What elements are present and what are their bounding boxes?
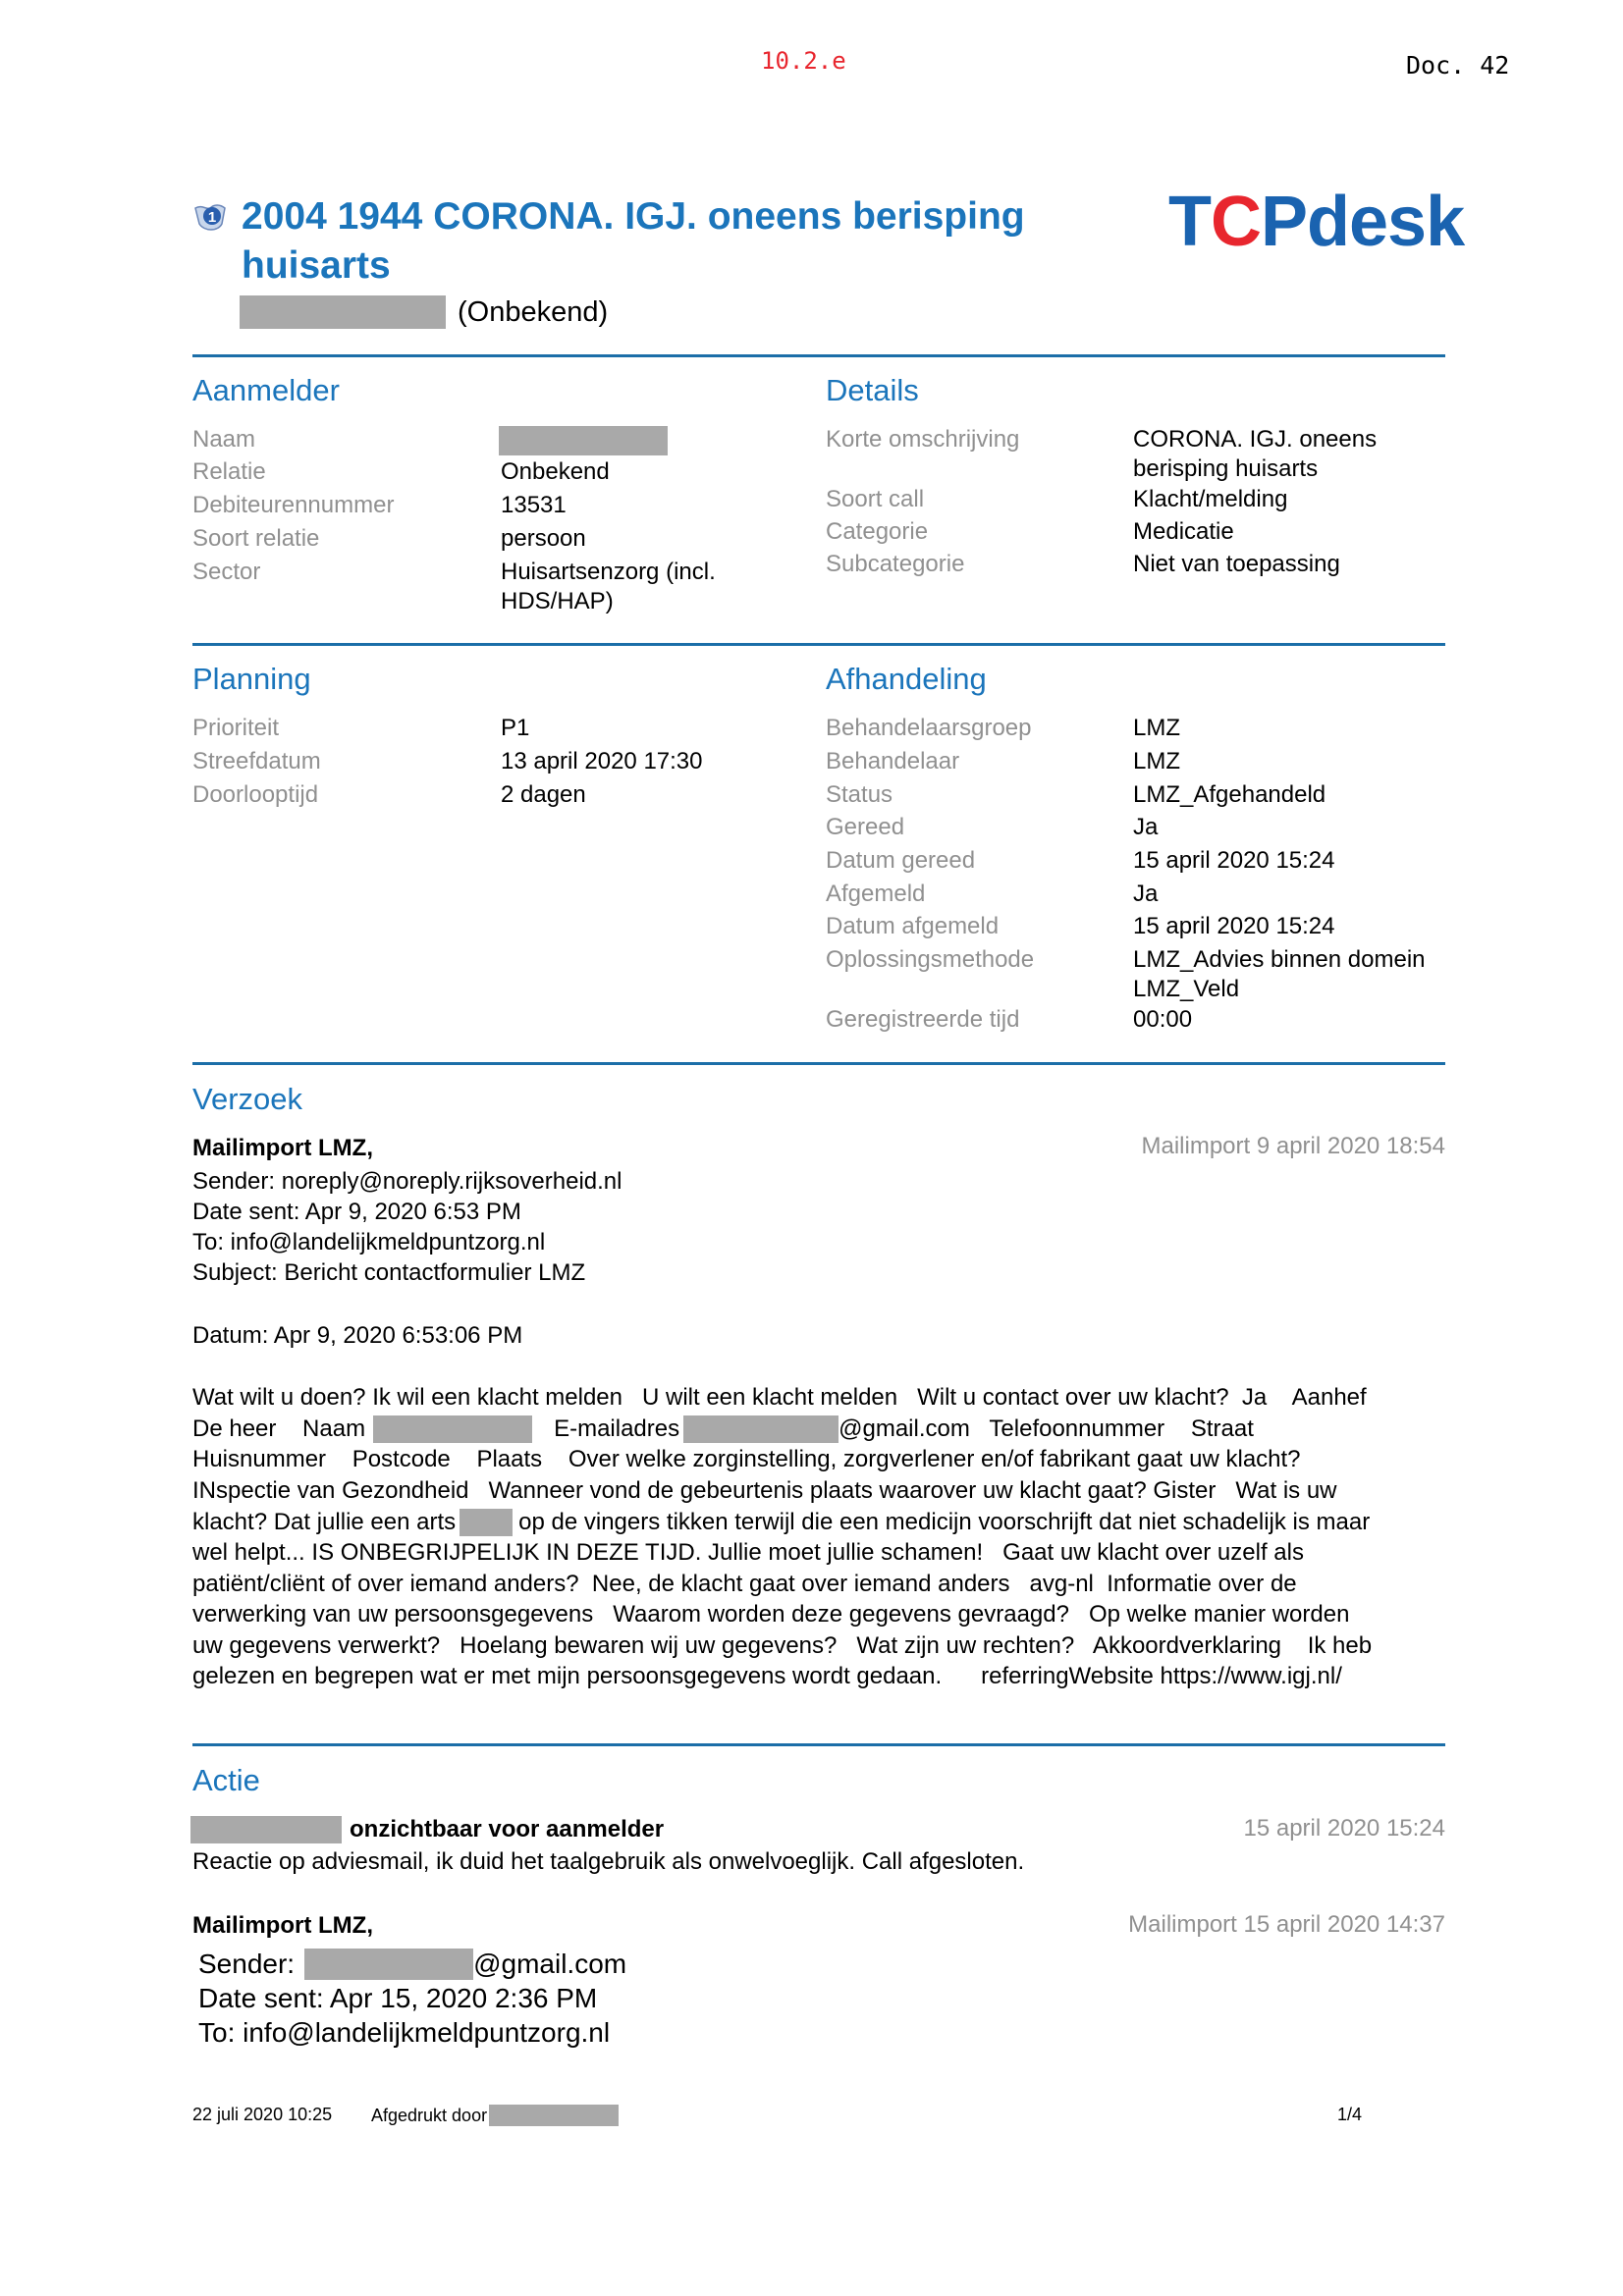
footer-page-number: 1/4: [1337, 2105, 1363, 2124]
verzoek-body-line: gelezen en begrepen wat er met mijn persoonsgegevens wordt gedaan. referringWebsite https://www.igj.nl/: [192, 1663, 1342, 1689]
section-heading-details: Details: [826, 373, 919, 407]
value-korte-omschrijving-cont: berisping huisarts: [1133, 455, 1319, 482]
footer-printed-at: 22 juli 2020 10:25: [192, 2105, 333, 2124]
value-status: LMZ_Afgehandeld: [1133, 781, 1326, 808]
label-prioriteit: Prioriteit: [192, 715, 280, 741]
value-prioriteit: P1: [501, 715, 530, 741]
section-divider: [192, 1062, 1445, 1065]
value-doorlooptijd: 2 dagen: [501, 781, 586, 808]
section-heading-verzoek: Verzoek: [192, 1082, 303, 1116]
value-soort-relatie: persoon: [501, 525, 586, 552]
label-doorlooptijd: Doorlooptijd: [192, 781, 319, 808]
verzoek-mail-header-subject: Subject: Bericht contactformulier LMZ: [192, 1259, 586, 1286]
label-relatie: Relatie: [192, 458, 266, 485]
section-heading-actie: Actie: [192, 1763, 260, 1797]
verzoek-body-line: uw gegevens verwerkt? Hoelang bewaren wij uw gegevens? Wat zijn uw rechten? Akkoordverklaring Ik heb: [192, 1632, 1373, 1659]
value-relatie: Onbekend: [501, 458, 610, 485]
section-heading-aanmelder: Aanmelder: [192, 373, 340, 407]
verzoek-datum: Datum: Apr 9, 2020 6:53:06 PM: [192, 1322, 523, 1349]
label-naam: Naam: [192, 426, 256, 453]
topdesk-logo: TCPdesk: [1168, 183, 1465, 261]
document-number: Doc. 42: [1406, 51, 1510, 80]
verzoek-body-line: INspectie van Gezondheid Wanneer vond de gebeurtenis plaats waarover uw klacht gaat? Gister Wat is uw: [192, 1477, 1337, 1504]
label-korte-omschrijving: Korte omschrijving: [826, 426, 1020, 453]
value-soort-call: Klacht/melding: [1133, 486, 1288, 512]
label-subcategorie: Subcategorie: [826, 551, 965, 577]
verzoek-mail-header-sender: Sender: noreply@noreply.rijksoverheid.nl: [192, 1168, 622, 1195]
label-sector: Sector: [192, 559, 261, 585]
label-datum-afgemeld: Datum afgemeld: [826, 913, 1000, 939]
value-geregistreerde-tijd: 00:00: [1133, 1006, 1193, 1033]
verzoek-body-line: verwerking van uw persoonsgegevens Waarom worden deze gegevens gevraagd? Op welke manier worden: [192, 1601, 1350, 1628]
call-type-icon: [192, 202, 228, 236]
label-status: Status: [826, 781, 893, 808]
redacted-operator-name: [190, 1816, 342, 1843]
actie-mail-to: To: info@landelijkmeldpuntzorg.nl: [198, 2017, 611, 2048]
verzoek-mail-header-to: To: info@landelijkmeldpuntzorg.nl: [192, 1229, 546, 1255]
label-soort-relatie: Soort relatie: [192, 525, 320, 552]
value-korte-omschrijving: CORONA. IGJ. oneens: [1133, 426, 1378, 453]
value-datum-gereed: 15 april 2020 15:24: [1133, 847, 1335, 874]
value-oplossingsmethode-cont: LMZ_Veld: [1133, 976, 1240, 1002]
actie-mail-sender: Sender: @gmail.com: [198, 1949, 627, 1979]
value-gereed: Ja: [1133, 814, 1159, 840]
value-behandelaar: LMZ: [1133, 748, 1180, 774]
section-divider: [192, 643, 1445, 646]
redacted-naam: [499, 426, 668, 455]
value-categorie: Medicatie: [1133, 518, 1234, 545]
label-gereed: Gereed: [826, 814, 905, 840]
label-soort-call: Soort call: [826, 486, 925, 512]
label-streefdatum: Streefdatum: [192, 748, 321, 774]
value-debiteurennummer: 13531: [501, 492, 567, 518]
label-behandelaar: Behandelaar: [826, 748, 960, 774]
reporter-subtitle: [240, 294, 608, 330]
verzoek-timestamp: Mailimport 9 april 2020 18:54: [1141, 1133, 1445, 1159]
verzoek-author: Mailimport LMZ,: [192, 1135, 373, 1161]
value-sector: Huisartsenzorg (incl.: [501, 559, 716, 585]
label-oplossingsmethode: Oplossingsmethode: [826, 946, 1035, 973]
redacted-printer-name: [489, 2105, 619, 2126]
label-debiteurennummer: Debiteurennummer: [192, 492, 395, 518]
label-geregistreerde-tijd: Geregistreerde tijd: [826, 1006, 1020, 1033]
actie-entry-timestamp: 15 april 2020 15:24: [1243, 1815, 1445, 1842]
value-behandelaarsgroep: LMZ: [1133, 715, 1180, 741]
value-afgemeld: Ja: [1133, 881, 1159, 907]
redacted-naam-field: [373, 1415, 532, 1443]
verzoek-body-line: Wat wilt u doen? Ik wil een klacht melden U wilt een klacht melden Wilt u contact over uw klacht? Ja Aanhef: [192, 1384, 1367, 1411]
verzoek-mail-header-date: Date sent: Apr 9, 2020 6:53 PM: [192, 1199, 521, 1225]
value-sector-cont: HDS/HAP): [501, 588, 614, 614]
redaction-code-stamp: 10.2.e: [761, 47, 846, 75]
reporter-status: (Onbekend): [458, 295, 609, 328]
verzoek-body-line: De heer Naam E-mailadres @gmail.com Telefoonnummer Straat: [192, 1415, 1254, 1442]
section-heading-afhandeling: Afhandeling: [826, 662, 987, 696]
page-title: 2004 1944 CORONA. IGJ. oneens berisping huisarts: [242, 195, 1025, 287]
redacted-name: [240, 295, 446, 329]
verzoek-body-line: wel helpt... IS ONBEGRIJPELIJK IN DEZE TIJD. Jullie moet jullie schamen! Gaat uw klacht over uzelf als: [192, 1539, 1304, 1566]
actie-entry-text: Reactie op adviesmail, ik duid het taalgebruik als onwelvoeglijk. Call afgesloten.: [192, 1848, 1025, 1875]
actie-mail-date: Date sent: Apr 15, 2020 2:36 PM: [198, 1983, 598, 2013]
verzoek-body-line: Huisnummer Postcode Plaats Over welke zorginstelling, zorgverlener en/of fabrikant gaat uw klacht?: [192, 1446, 1301, 1472]
svg-text:1: 1: [207, 209, 217, 226]
value-datum-afgemeld: 15 april 2020 15:24: [1133, 913, 1335, 939]
value-oplossingsmethode: LMZ_Advies binnen domein: [1133, 946, 1426, 973]
section-divider: [192, 1743, 1445, 1746]
actie-entry-author: onzichtbaar voor aanmelder: [192, 1814, 664, 1845]
redacted-sender-email: [304, 1949, 473, 1980]
redacted-email-field: [683, 1415, 839, 1443]
value-subcategorie: Niet van toepassing: [1133, 551, 1340, 577]
verzoek-body-line: klacht? Dat jullie een arts op de vingers tikken terwijl die een medicijn voorschrijft dat niet schadelijk is maar: [192, 1509, 1371, 1535]
actie-mail-timestamp: Mailimport 15 april 2020 14:37: [1128, 1911, 1445, 1938]
footer-printed-by: Afgedrukt door: [371, 2105, 619, 2126]
actie-mail-author: Mailimport LMZ,: [192, 1912, 373, 1939]
label-datum-gereed: Datum gereed: [826, 847, 976, 874]
label-afgemeld: Afgemeld: [826, 881, 926, 907]
section-heading-planning: Planning: [192, 662, 311, 696]
label-behandelaarsgroep: Behandelaarsgroep: [826, 715, 1032, 741]
value-streefdatum: 13 april 2020 17:30: [501, 748, 703, 774]
label-categorie: Categorie: [826, 518, 929, 545]
verzoek-body-line: patiënt/cliënt of over iemand anders? Nee, de klacht gaat over iemand anders avg-nl Informatie over de: [192, 1571, 1297, 1597]
section-divider: [192, 354, 1445, 357]
redacted-doctor-name: [460, 1509, 513, 1536]
